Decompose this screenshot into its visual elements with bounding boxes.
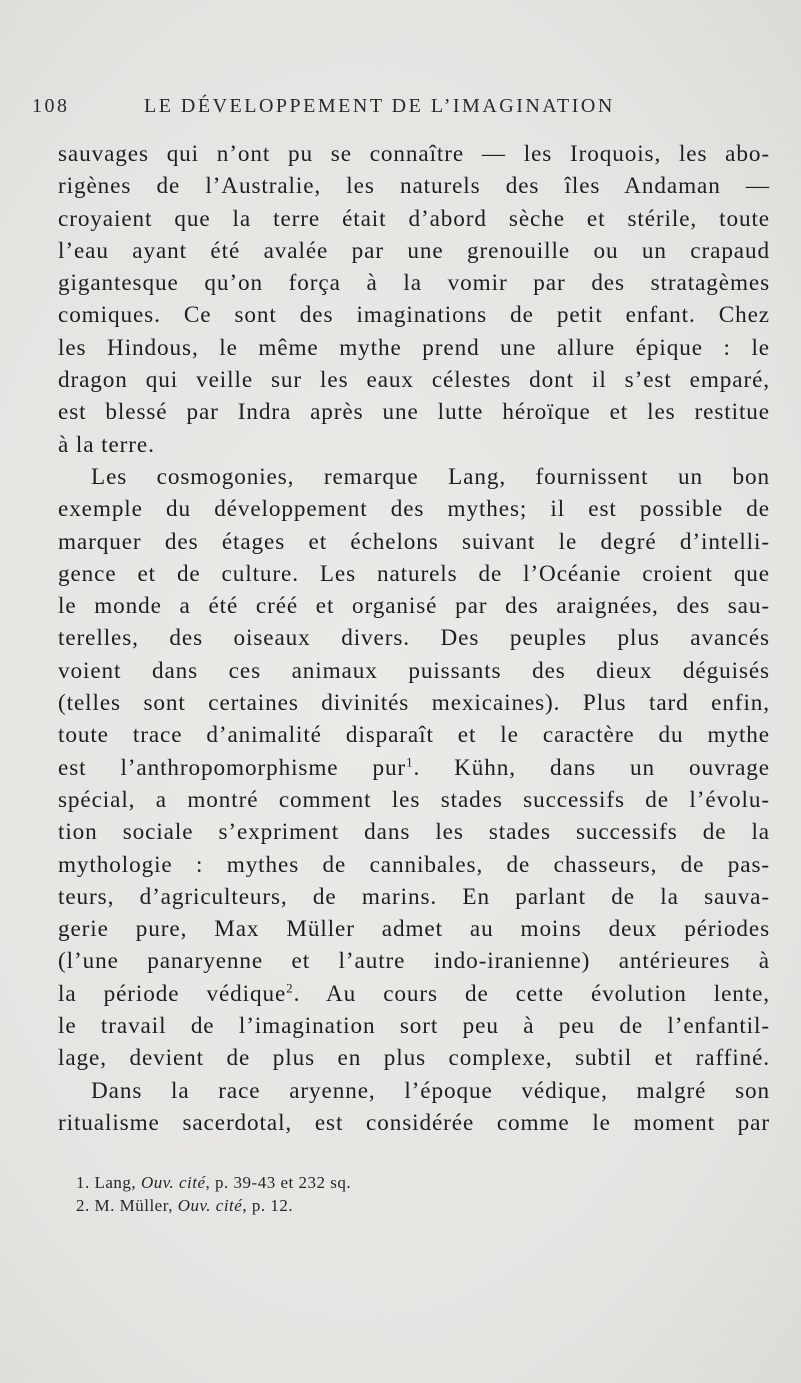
text-segment: est l’anthropomorphisme pur: [58, 754, 407, 781]
footnote-work: Ouv. cité: [177, 1196, 243, 1215]
footnote-work: Ouv. cité: [140, 1173, 206, 1192]
footnote-number: 2.: [76, 1196, 90, 1215]
footnote-number: 1.: [76, 1173, 90, 1192]
text-line: comiques. Ce sont des imaginations de petit enfant. Chez: [58, 302, 770, 329]
text-line: (l’une panaryenne et l’autre indo-iranienne) antérieures à: [58, 948, 770, 975]
text-line: gence et de culture. Les naturels de l’Océanie croient que: [58, 560, 770, 587]
text-line-with-note: [58, 752, 770, 784]
footnote-author: Lang,: [94, 1173, 137, 1192]
text-line: sauvages qui n’ont pu se connaître — les Iroquois, les abo-: [58, 141, 770, 167]
text-segment: la période védique: [58, 980, 287, 1007]
text-line: tion sociale s’expriment dans les stades successifs de la: [58, 819, 770, 846]
text-line: toute trace d’animalité disparaît et le caractère du mythe: [58, 722, 770, 749]
text-line: à la terre.: [58, 431, 155, 458]
text-line: dragon qui veille sur les eaux célestes dont il s’est emparé,: [58, 367, 770, 394]
paragraph-start-line: Les cosmogonies, remarque Lang, fournissent un bon: [91, 463, 770, 490]
running-title: LE DÉVELOPPEMENT DE L’IMAGINATION: [144, 95, 615, 117]
footnote-ref-1: 1: [406, 753, 414, 769]
text-line: gerie pure, Max Müller admet au moins deux périodes: [58, 916, 770, 943]
text-line: ritualisme sacerdotal, est considérée comme le moment par: [58, 1109, 770, 1136]
running-header: [32, 95, 762, 129]
text-line: exemple du développement des mythes; il est possible de: [58, 496, 770, 523]
text-line: mythologie : mythes de cannibales, de chasseurs, de pas-: [58, 851, 770, 878]
footnote-reference: , p. 39-43 et 232 sq.: [205, 1173, 352, 1192]
body-text: [58, 138, 770, 1139]
footnote-ref-2: 2: [286, 979, 294, 995]
text-line: les Hindous, le même mythe prend une allure épique : le: [58, 334, 770, 361]
paragraph-start-line: Dans la race aryenne, l’époque védique, malgré son: [91, 1077, 770, 1104]
text-line: le travail de l’imagination sort peu à peu de l’enfantil-: [58, 1013, 770, 1040]
text-line: croyaient que la terre était d’abord sèche et stérile, toute: [58, 205, 770, 232]
footnote-1: [76, 1171, 766, 1194]
text-segment: . Au cours de cette évolution lente,: [293, 980, 770, 1007]
footnote-reference: , p. 12.: [242, 1196, 294, 1215]
text-line: l’eau ayant été avalée par une grenouille ou un crapaud: [58, 237, 770, 264]
text-line: terelles, des oiseaux divers. Des peuples plus avancés: [58, 625, 770, 652]
text-line: le monde a été créé et organisé par des araignées, des sau-: [58, 593, 770, 620]
text-line: rigènes de l’Australie, les naturels des îles Andaman —: [58, 173, 770, 200]
footnote-2: [76, 1194, 766, 1217]
text-line: marquer des étages et échelons suivant le degré d’intelli-: [58, 528, 770, 555]
footnotes: [76, 1171, 766, 1217]
text-line: gigantesque qu’on força à la vomir par des stratagèmes: [58, 270, 770, 297]
footnote-author: M. Müller,: [94, 1196, 173, 1215]
text-line: spécial, a montré comment les stades successifs de l’évolu-: [58, 786, 770, 813]
text-line: lage, devient de plus en plus complexe, subtil et raffiné.: [58, 1045, 770, 1072]
text-segment: . Kühn, dans un ouvrage: [413, 754, 770, 781]
text-line: teurs, d’agriculteurs, de marins. En parlant de la sauva-: [58, 883, 770, 910]
page-number: 108: [32, 95, 70, 117]
text-line: est blessé par Indra après une lutte héroïque et les restitue: [58, 399, 770, 426]
text-line: voient dans ces animaux puissants des dieux déguisés: [58, 657, 770, 684]
text-line-with-note: [58, 978, 770, 1010]
text-line: (telles sont certaines divinités mexicaines). Plus tard enfin,: [58, 690, 770, 717]
